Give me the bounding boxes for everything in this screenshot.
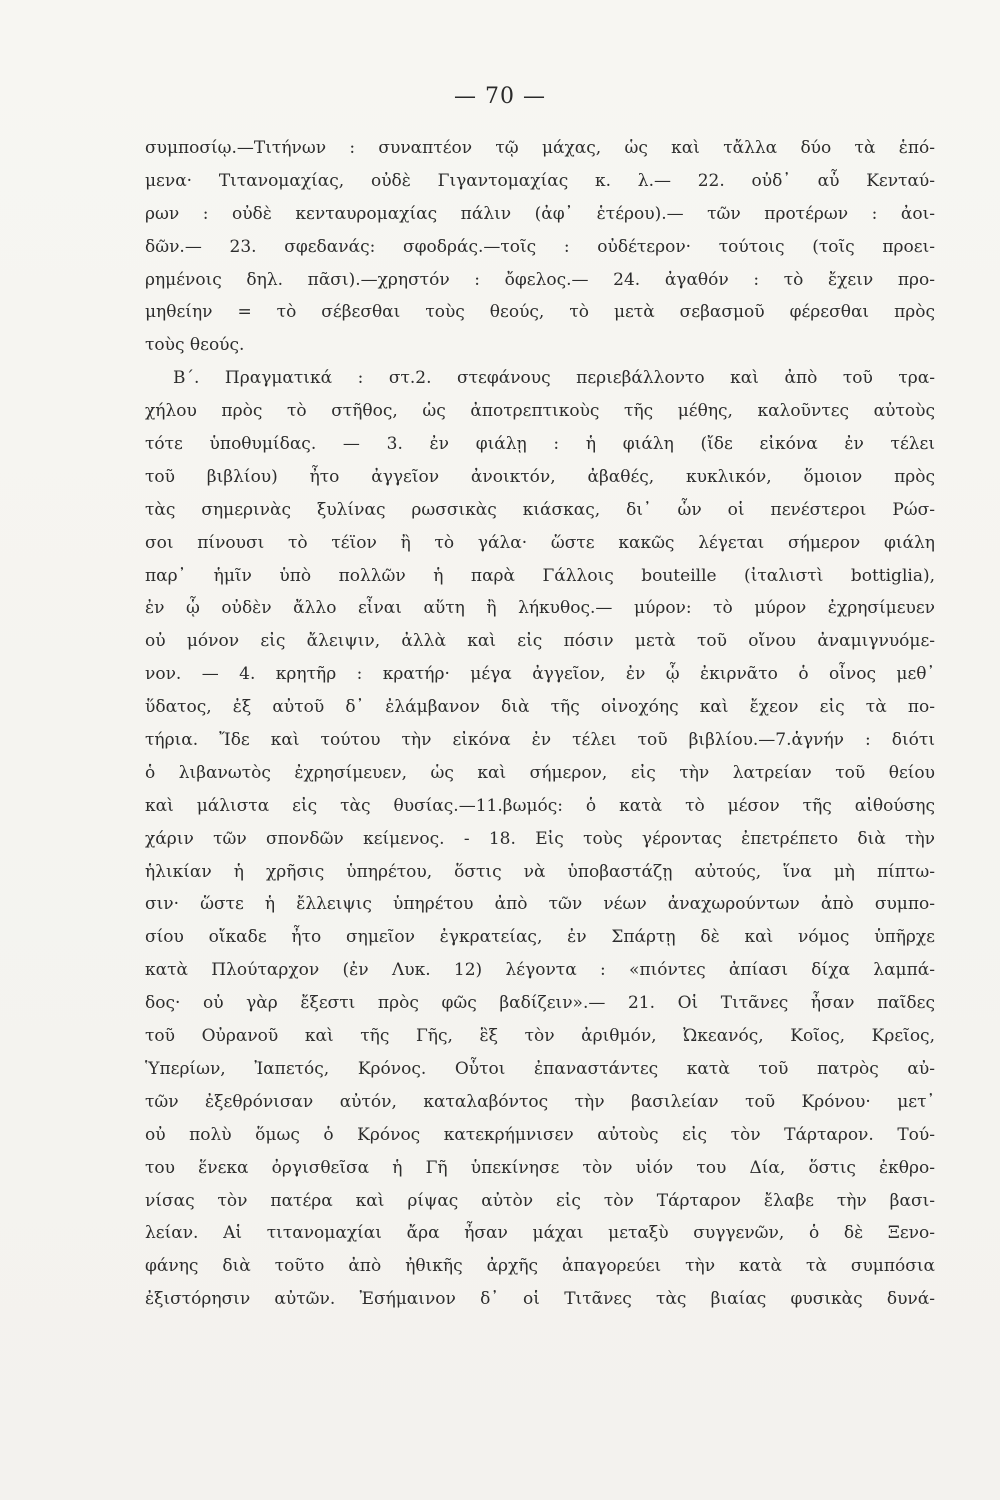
text-line: σοι πίνουσι τὸ τέϊον ἢ τὸ γάλα· ὥστε κακῶς λέγεται σήμερον φιάλη xyxy=(145,532,935,553)
text-line: τῶν ἐξεθρόνισαν αὐτόν, καταλαβόντος τὴν βασιλείαν τοῦ Κρόνου· μετ᾽ xyxy=(145,1091,935,1112)
text-line: σιν· ὥστε ἡ ἔλλειψις ὑπηρέτου ἀπὸ τῶν νέων ἀναχωρούντων ἀπὸ συμπο- xyxy=(145,894,935,915)
text-line: δῶν.— 23. σφεδανάς: σφοδράς.—τοῖς : οὐδέτερον· τούτοις (τοῖς προει- xyxy=(145,236,935,257)
text-line: μενα· Τιτανομαχίας, οὐδὲ Γιγαντομαχίας κ. λ.— 22. οὐδ᾽ αὖ Κενταύ- xyxy=(145,170,935,191)
page-text xyxy=(145,132,935,1316)
text-line: ἐν ᾧ οὐδὲν ἄλλο εἶναι αὕτη ἢ λήκυθος.— μύρον: τὸ μύρον ἐχρησίμευεν xyxy=(145,598,935,619)
page-number: — 70 — xyxy=(454,84,546,109)
text-line: ἐξιστόρησιν αὐτῶν. Ἐσήμαινον δ᾽ οἱ Τιτᾶνες τὰς βιαίας φυσικὰς δυνά- xyxy=(145,1289,935,1310)
text-line: ἡλικίαν ἡ χρῆσις ὑπηρέτου, ὅστις νὰ ὑποβαστάζῃ αὐτούς, ἵνα μὴ πίπτω- xyxy=(145,861,935,882)
text-line: συμποσίῳ.—Τιτήνων : συναπτέον τῷ μάχας, ὡς καὶ τἄλλα δύο τὰ ἑπό- xyxy=(145,138,935,158)
text-line: ὕδατος, ἐξ αὐτοῦ δ᾽ ἐλάμβανον διὰ τῆς οἰνοχόης καὶ ἔχεον εἰς τὰ πο- xyxy=(145,697,935,718)
text-line: κατὰ Πλούταρχον (ἐν Λυκ. 12) λέγοντα : «πιόντες ἀπίασι δίχα λαμπά- xyxy=(145,960,935,981)
text-line: ὁ λιβανωτὸς ἐχρησίμευεν, ὡς καὶ σήμερον, εἰς τὴν λατρείαν τοῦ θείου xyxy=(145,762,935,783)
text-line: οὐ μόνον εἰς ἄλειψιν, ἀλλὰ καὶ εἰς πόσιν μετὰ τοῦ οἴνου ἀναμιγνυόμε- xyxy=(145,631,935,652)
text-line: τοὺς θεούς. xyxy=(145,335,245,356)
text-line: τοῦ βιβλίου) ἦτο ἀγγεῖον ἀνοικτόν, ἀβαθές, κυκλικόν, ὅμοιον πρὸς xyxy=(145,466,935,487)
text-line: οὐ πολὺ ὅμως ὁ Κρόνος κατεκρήμνισεν αὐτοὺς εἰς τὸν Τάρταρον. Τού- xyxy=(145,1124,935,1145)
text-line: τήρια. Ἴδε καὶ τούτου τὴν εἰκόνα ἐν τέλει τοῦ βιβλίου.—7.ἁγνήν : διότι xyxy=(145,730,935,751)
text-line: δος· οὐ γὰρ ἔξεστι πρὸς φῶς βαδίζειν».— 21. Οἱ Τιτᾶνες ἦσαν παῖδες xyxy=(145,993,935,1014)
text-line: σίου οἴκαδε ἦτο σημεῖον ἐγκρατείας, ἐν Σπάρτῃ δὲ καὶ νόμος ὑπῆρχε xyxy=(145,927,935,948)
text-line: τὰς σημερινὰς ξυλίνας ρωσσικὰς κιάσκας, δι᾽ ὧν οἱ πενέστεροι Ρώσ- xyxy=(145,499,935,520)
text-line: χάριν τῶν σπονδῶν κείμενος. - 18. Εἰς τοὺς γέροντας ἐπετρέπετο διὰ τὴν xyxy=(145,828,935,849)
text-line: Ὑπερίων, Ἰαπετός, Κρόνος. Οὗτοι ἐπαναστάντες κατὰ τοῦ πατρὸς αὐ- xyxy=(145,1058,935,1079)
text-line: του ἕνεκα ὀργισθεῖσα ἡ Γῆ ὑπεκίνησε τὸν υἱόν του Δία, ὅστις ἐκθρο- xyxy=(145,1157,935,1178)
text-line: λείαν. Αἱ τιτανομαχίαι ἄρα ἦσαν μάχαι μεταξὺ συγγενῶν, ὁ δὲ Ξενο- xyxy=(145,1223,935,1244)
text-line: παρ᾽ ἡμῖν ὑπὸ πολλῶν ἡ παρὰ Γάλλοις bouteille (ἰταλιστὶ bottiglia), xyxy=(145,565,935,586)
section-heading-line: Β΄. Πραγματικά : στ.2. στεφάνους περιεβάλλοντο καὶ ἀπὸ τοῦ τρα- xyxy=(173,368,935,389)
text-line: μηθείην = τὸ σέβεσθαι τοὺς θεούς, τὸ μετὰ σεβασμοῦ φέρεσθαι πρὸς xyxy=(145,302,935,323)
text-line: χήλου πρὸς τὸ στῆθος, ὡς ἀποτρεπτικοὺς τῆς μέθης, καλοῦντες αὐτοὺς xyxy=(145,401,935,422)
text-line: τοῦ Οὐρανοῦ καὶ τῆς Γῆς, ἓξ τὸν ἀριθμόν, Ὠκεανός, Κοῖος, Κρεῖος, xyxy=(145,1026,935,1047)
text-line: φάνης διὰ τοῦτο ἀπὸ ἠθικῆς ἀρχῆς ἀπαγορεύει τὴν κατὰ τὰ συμπόσια xyxy=(145,1256,935,1277)
text-line: τότε ὑποθυμίδας. — 3. ἐν φιάλῃ : ἡ φιάλη (ἴδε εἰκόνα ἐν τέλει xyxy=(145,434,935,455)
text-line: καὶ μάλιστα εἰς τὰς θυσίας.—11.βωμός: ὁ κατὰ τὸ μέσον τῆς αἰθούσης xyxy=(145,795,935,816)
text-line: ρων : οὐδὲ κενταυρομαχίας πάλιν (ἀφ᾽ ἑτέρου).— τῶν προτέρων : ἀοι- xyxy=(145,203,935,224)
text-line: νον. — 4. κρητῆρ : κρατήρ· μέγα ἀγγεῖον, ἐν ᾧ ἐκιρνᾶτο ὁ οἶνος μεθ᾽ xyxy=(145,664,935,685)
text-line: νίσας τὸν πατέρα καὶ ρίψας αὐτὸν εἰς τὸν Τάρταρον ἔλαβε τὴν βασι- xyxy=(145,1190,935,1211)
text-line: ρημένοις δηλ. πᾶσι).—χρηστόν : ὄφελος.— 24. ἀγαθόν : τὸ ἔχειν προ- xyxy=(145,269,935,290)
